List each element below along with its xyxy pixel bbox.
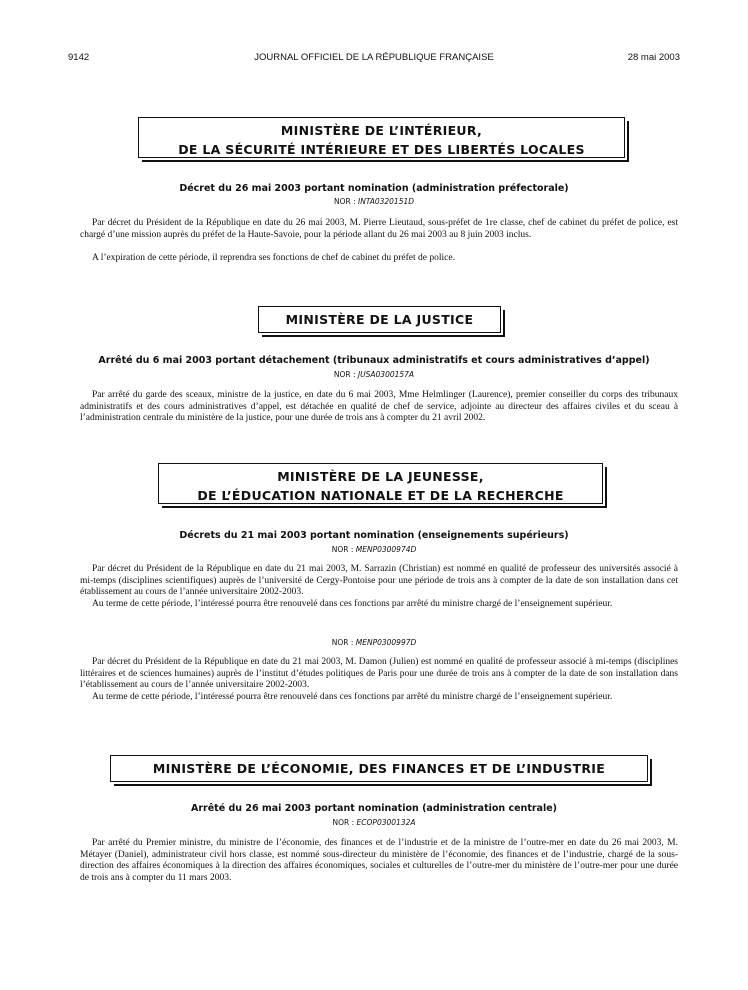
page-number: 9142: [68, 52, 90, 63]
ministry-box-interieur: [138, 117, 625, 158]
nor-code: ECOP0300132A: [356, 818, 416, 827]
act-paragraph: Par décret du Président de la République en date du 21 mai 2003, M. Sarrazin (Christian) est nommé en qualité de professeur des universités associé à mi-temps (disciplines scientifiques) auprès de l’université de Cergy-Pontoise pour une période de trois ans à compter de la date de son installation dans cet établissement au cours de l’année universitaire 2002-2003.: [80, 564, 678, 597]
nor-label: NOR :: [331, 545, 354, 554]
act-paragraph: Par arrêté du garde des sceaux, ministre de la justice, en date du 6 mai 2003, Mme Helmlinger (Laurence), premier conseiller du corps des tribunaux administratifs et des cours administratives d’appel, est détachée en qualité de chef de service, adjointe au directeur des affaires civiles et du sceau à l’administration centrale du ministère de la justice, pour une durée de trois ans à compter du 21 avril 2002.: [80, 390, 678, 423]
nor-label: NOR :: [333, 197, 356, 206]
nor-code: INTA0320151D: [358, 197, 415, 206]
ministry-title-line: MINISTÈRE DE L’INTÉRIEUR,: [280, 123, 483, 138]
nor-code: MENP0300974D: [355, 545, 417, 554]
act-title: Arrêté du 26 mai 2003 portant nomination (administration centrale): [191, 803, 557, 814]
publication-date: 28 mai 2003: [627, 52, 680, 63]
act-paragraph: Par décret du Président de la République en date du 26 mai 2003, M. Pierre Lieutaud, sous-préfet de 1re classe, chef de cabinet du préfet de police, est chargé d’une mission auprès du préfet de la Haute-Savoie, pour la période allant du 26 mai 2003 au 8 juin 2003 inclus.: [80, 218, 678, 240]
nor-code: MENP0300997D: [355, 638, 417, 647]
ministry-box-economie: [110, 755, 648, 782]
act-title: Décrets du 21 mai 2003 portant nomination (enseignements supérieurs): [179, 530, 569, 541]
act-title: Arrêté du 6 mai 2003 portant détachement (tribunaux administratifs et cours administratives d’appel): [98, 355, 650, 366]
act-paragraph: Au terme de cette période, l’intéressé pourra être renouvelé dans ces fonctions par arrêté du ministre chargé de l’enseignement supérieur.: [92, 692, 613, 702]
act-paragraph: A l’expiration de cette période, il reprendra ses fonctions de chef de cabinet du préfet de police.: [92, 253, 455, 263]
nor-label: NOR :: [333, 370, 356, 379]
ministry-box-justice: [258, 306, 501, 333]
ministry-title-line: DE L’ÉDUCATION NATIONALE ET DE LA RECHERCHE: [197, 488, 564, 503]
nor-reference: [0, 638, 748, 647]
ministry-box-jeunesse: [158, 463, 603, 504]
journal-title: JOURNAL OFFICIEL DE LA RÉPUBLIQUE FRANÇAISE: [254, 52, 494, 63]
act-paragraph: Par arrêté du Premier ministre, du ministre de l’économie, des finances et de l’industrie et de la ministre de l’outre-mer en date du 26 mai 2003, M. Métayer (Daniel), administrateur civil hors classe, est nommé sous-directeur du ministère de l’économie, des finances et de l’industrie, chargé de la sous-direction des affaires économiques à la direction des affaires économiques, sociales et culturelles de l’outre-mer du ministère de l’outre-mer pour une durée de trois ans à compter du 11 mars 2003.: [80, 838, 678, 883]
nor-reference: [0, 545, 748, 554]
ministry-title-line: DE LA SÉCURITÉ INTÉRIEURE ET DES LIBERTÉS LOCALES: [178, 142, 585, 157]
ministry-title-line: MINISTÈRE DE LA JEUNESSE,: [277, 469, 484, 484]
act-paragraph: Par décret du Président de la République en date du 21 mai 2003, M. Damon (Julien) est nommé en qualité de professeur associé à mi-temps (disciplines littéraires et de sciences humaines) auprès de l’institut d’études politiques de Paris pour une durée de trois ans à compter de la date de son installation dans l’établissement au cours de l’année universitaire 2002-2003.: [80, 657, 678, 690]
nor-reference: [0, 197, 748, 206]
nor-reference: [0, 818, 748, 827]
ministry-title-line: MINISTÈRE DE L’ÉCONOMIE, DES FINANCES ET DE L’INDUSTRIE: [152, 761, 606, 776]
nor-label: NOR :: [331, 638, 354, 647]
ministry-title-line: MINISTÈRE DE LA JUSTICE: [285, 312, 474, 327]
nor-label: NOR :: [332, 818, 355, 827]
act-paragraph: Au terme de cette période, l’intéressé pourra être renouvelé dans ces fonctions par arrêté du ministre chargé de l’enseignement supérieur.: [92, 599, 613, 609]
nor-code: JUSA0300157A: [357, 370, 415, 379]
nor-reference: [0, 370, 748, 379]
act-title: Décret du 26 mai 2003 portant nomination (administration préfectorale): [179, 183, 569, 194]
